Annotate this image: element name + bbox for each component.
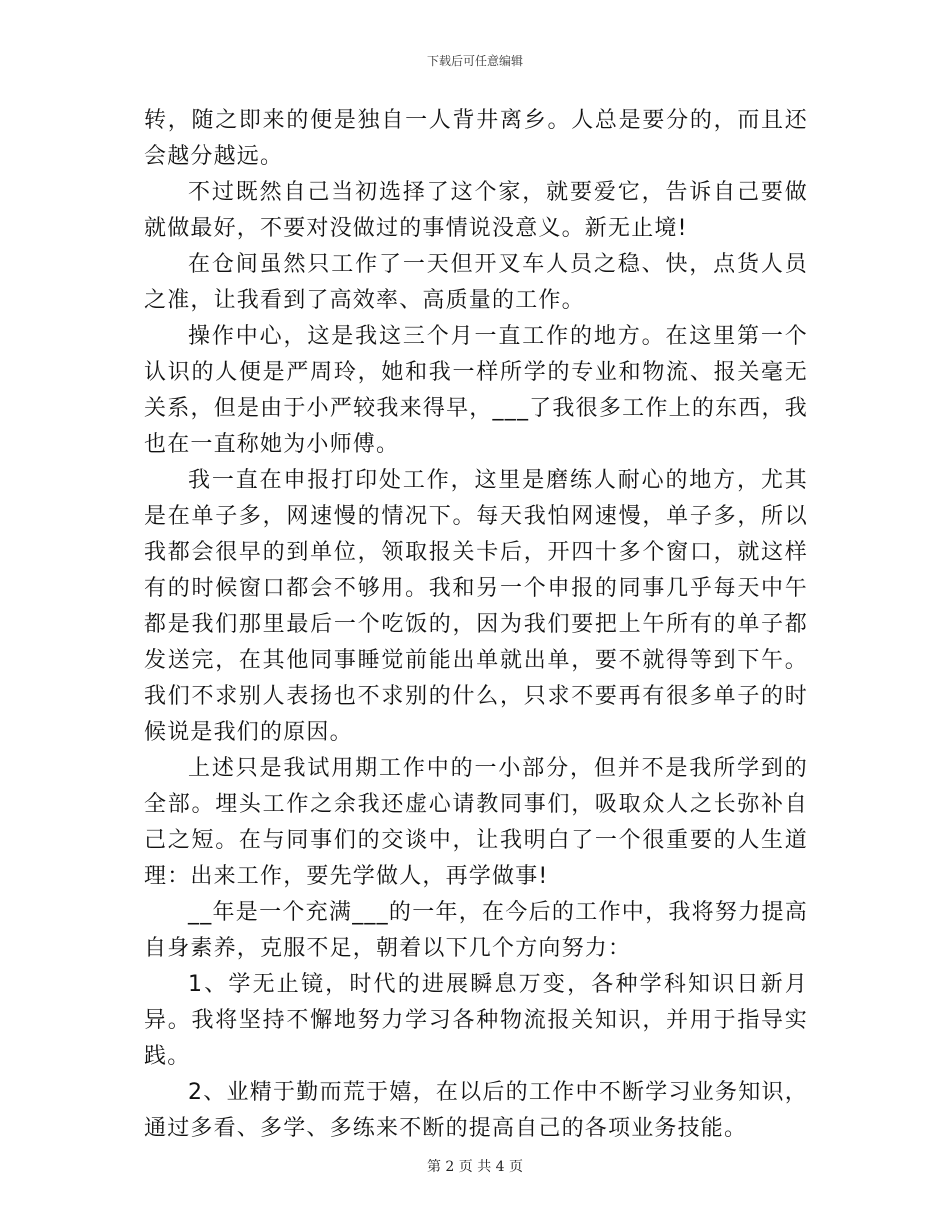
- paragraph: 上述只是我试用期工作中的一小部分，但并不是我所学到的全部。埋头工作之余我还虚心请教同事们，吸取众人之长弥补自己之短。在与同事们的交谈中，让我明白了一个很重要的人生道理：出来工作，要先学做人，再学做事!: [144, 756, 808, 889]
- document-body: [144, 103, 808, 1147]
- paragraph: __年是一个充满___的一年，在今后的工作中，我将努力提高自身素养，克服不足，朝着以下几个方向努力：: [144, 900, 808, 961]
- paragraph-continuation: 转，随之即来的便是独自一人背井离乡。人总是要分的，而且还会越分越远。: [144, 108, 808, 169]
- paragraph: 在仓间虽然只工作了一天但开叉车人员之稳、快，点货人员之准，让我看到了高效率、高质量的工作。: [144, 252, 808, 313]
- paragraph: 不过既然自己当初选择了这个家，就要爱它，告诉自己要做就做最好，不要对没做过的事情说没意义。新无止境!: [144, 180, 808, 241]
- page-header: 下载后可任意编辑: [426, 54, 523, 68]
- paragraph: 我一直在申报打印处工作，这里是磨练人耐心的地方，尤其是在单子多，网速慢的情况下。每天我怕网速慢，单子多，所以我都会很早的到单位，领取报关卡后，开四十多个窗口，就这样有的时候窗口都会不够用。我和另一个申报的同事几乎每天中午都是我们那里最后一个吃饭的，因为我们要把上午所有的单子都发送完，在其他同事睡觉前能出单就出单，要不就得等到下午。我们不求别人表扬也不求别的什么，只求不要再有很多单子的时候说是我们的原因。: [144, 468, 808, 745]
- list-item-paragraph: 1、学无止镜，时代的进展瞬息万变，各种学科知识日新月异。我将坚持不懈地努力学习各种物流报关知识，并用于指导实践。: [144, 972, 808, 1069]
- list-item-paragraph: 2、业精于勤而荒于嬉，在以后的工作中不断学习业务知识，通过多看、多学、多练来不断的提高自己的各项业务技能。: [144, 1080, 808, 1141]
- page-number: 第 2 页 共 4 页: [426, 1159, 524, 1175]
- paragraph: 操作中心，这是我这三个月一直工作的地方。在这里第一个认识的人便是严周玲，她和我一样所学的专业和物流、报关毫无关系，但是由于小严较我来得早，___了我很多工作上的东西，我也在一直称她为小师傅。: [144, 324, 808, 457]
